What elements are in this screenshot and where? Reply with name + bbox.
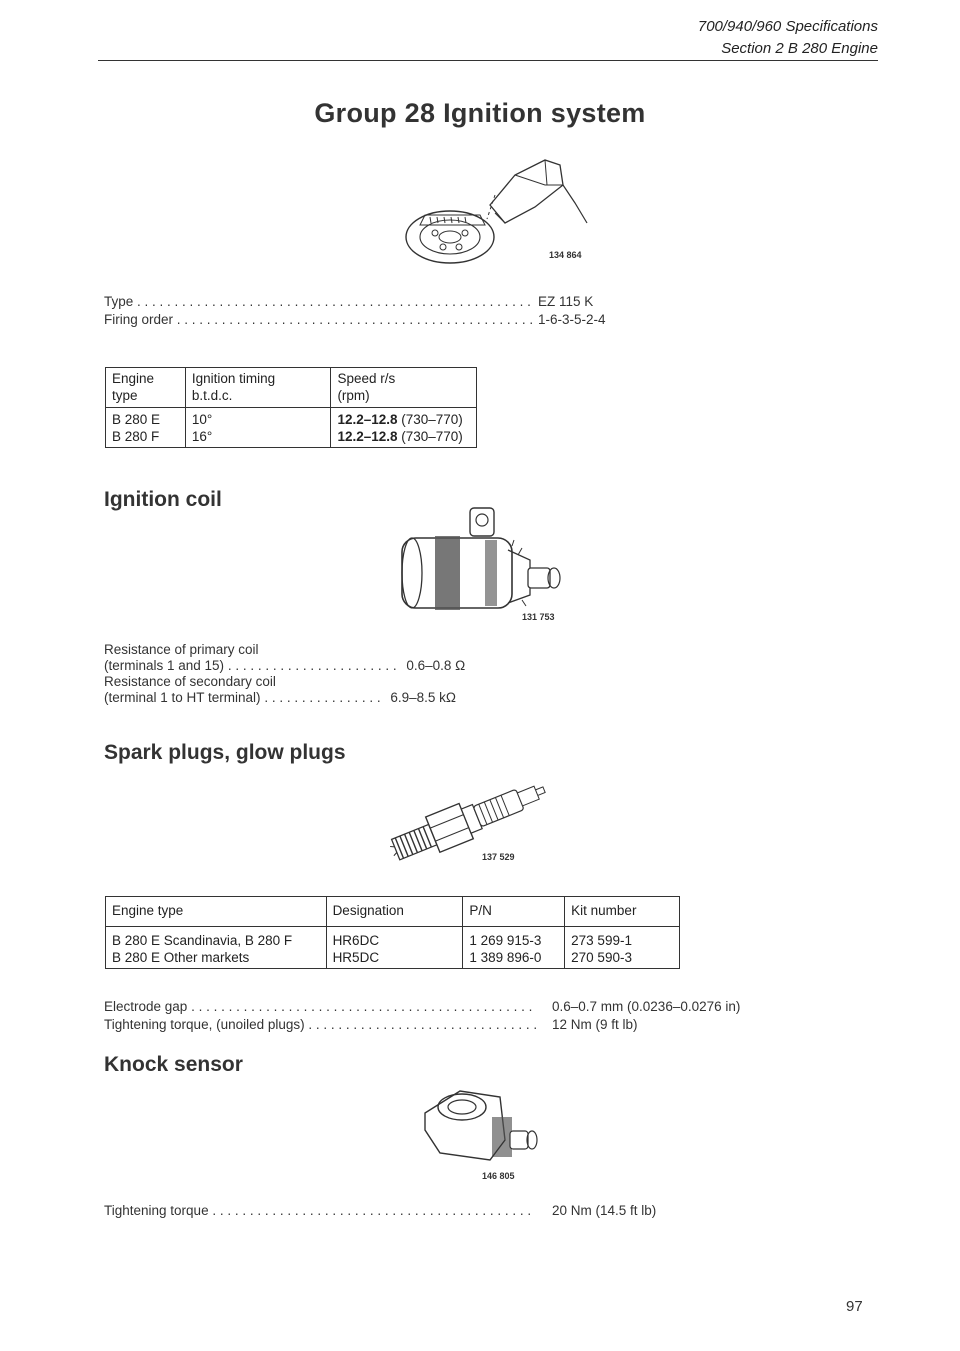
figure-number: 146 805 xyxy=(482,1171,515,1181)
table-header: Engine xyxy=(106,368,186,388)
table-cell: 16° xyxy=(185,428,331,448)
spark-plug-table xyxy=(105,896,680,969)
table-header: (rpm) xyxy=(331,387,477,408)
table-cell: B 280 E xyxy=(106,408,186,429)
table-cell: HR6DC xyxy=(326,927,463,950)
header-rule xyxy=(98,60,878,61)
ignition-timing-table xyxy=(105,367,477,448)
spec-firing-order-value: 1-6-3-5-2-4 xyxy=(538,312,606,327)
spec-electrode-gap-label: Electrode gap xyxy=(104,999,188,1014)
knock-sensor-illustration xyxy=(420,1085,550,1175)
coil-secondary-dots: . . . . . . . . . . . . . . . . xyxy=(264,690,381,705)
spec-knock-torque-label: Tightening torque xyxy=(104,1203,209,1218)
table-cell: 10° xyxy=(185,408,331,429)
table-cell: 1 389 896-0 xyxy=(463,949,565,969)
table-header: Engine type xyxy=(106,897,327,927)
heading-knock-sensor: Knock sensor xyxy=(104,1053,243,1076)
table-cell: 270 590-3 xyxy=(565,949,680,969)
table-row xyxy=(106,428,477,448)
spec-knock-torque xyxy=(104,1203,657,1218)
header-title: 700/940/960 Specifications xyxy=(697,18,878,35)
table-header: P/N xyxy=(463,897,565,927)
table-cell: B 280 E Scandinavia, B 280 F xyxy=(106,927,327,950)
spark-plug-illustration xyxy=(378,765,558,865)
rpm-value: (730–770) xyxy=(397,429,463,444)
table-cell: HR5DC xyxy=(326,949,463,969)
table-header: Ignition timing xyxy=(185,368,331,388)
spec-type-value: EZ 115 K xyxy=(538,294,594,309)
ignition-coil-illustration xyxy=(390,500,570,620)
coil-secondary-label-1: Resistance of secondary coil xyxy=(104,674,276,689)
table-header: b.t.d.c. xyxy=(185,387,331,408)
coil-secondary-line xyxy=(104,690,456,706)
spec-type-label: Type xyxy=(104,294,134,309)
table-cell xyxy=(331,408,477,429)
figure-number: 134 864 xyxy=(549,250,582,260)
table-row xyxy=(106,927,680,950)
table-cell: B 280 E Other markets xyxy=(106,949,327,969)
table-header: Speed r/s xyxy=(331,368,477,388)
table-row xyxy=(106,949,680,969)
coil-secondary-value: 6.9–8.5 kΩ xyxy=(390,690,456,705)
figure-number: 137 529 xyxy=(482,852,515,862)
table-cell: B 280 F xyxy=(106,428,186,448)
header-section: Section 2 B 280 Engine xyxy=(721,40,878,57)
table-header: type xyxy=(106,387,186,408)
table-header: Designation xyxy=(326,897,463,927)
coil-primary-label-1: Resistance of primary coil xyxy=(104,642,259,657)
table-header: Kit number xyxy=(565,897,680,927)
table-row xyxy=(106,408,477,429)
coil-primary-label-2: (terminals 1 and 15) xyxy=(104,658,225,673)
spec-electrode-gap-value: 0.6–0.7 mm (0.0236–0.0276 in) xyxy=(552,999,741,1014)
spec-plug-torque-label: Tightening torque, (unoiled plugs) xyxy=(104,1017,305,1032)
speed-value: 12.2–12.8 xyxy=(337,412,398,427)
spec-firing-order xyxy=(104,312,606,327)
spec-knock-torque-value: 20 Nm (14.5 ft lb) xyxy=(552,1203,657,1218)
spec-plug-torque-value: 12 Nm (9 ft lb) xyxy=(552,1017,638,1032)
coil-primary-line xyxy=(104,658,465,674)
page-number: 97 xyxy=(846,1298,863,1315)
coil-primary-value: 0.6–0.8 Ω xyxy=(406,658,466,673)
rpm-value: (730–770) xyxy=(397,412,463,427)
spec-firing-order-label: Firing order xyxy=(104,312,174,327)
speed-value: 12.2–12.8 xyxy=(337,429,398,444)
heading-ignition-coil: Ignition coil xyxy=(104,488,222,511)
group-title: Group 28 Ignition system xyxy=(314,98,646,128)
figure-number: 131 753 xyxy=(522,612,555,622)
table-cell xyxy=(331,428,477,448)
coil-secondary-label-2: (terminal 1 to HT terminal) xyxy=(104,690,261,705)
spec-plug-torque xyxy=(104,1017,638,1032)
spec-electrode-gap xyxy=(104,999,741,1014)
heading-spark-plugs: Spark plugs, glow plugs xyxy=(104,741,346,764)
coil-primary-dots: . . . . . . . . . . . . . . . . . . . . . . . xyxy=(227,658,397,673)
table-cell: 1 269 915-3 xyxy=(463,927,565,950)
spec-type xyxy=(104,294,594,309)
table-cell: 273 599-1 xyxy=(565,927,680,950)
